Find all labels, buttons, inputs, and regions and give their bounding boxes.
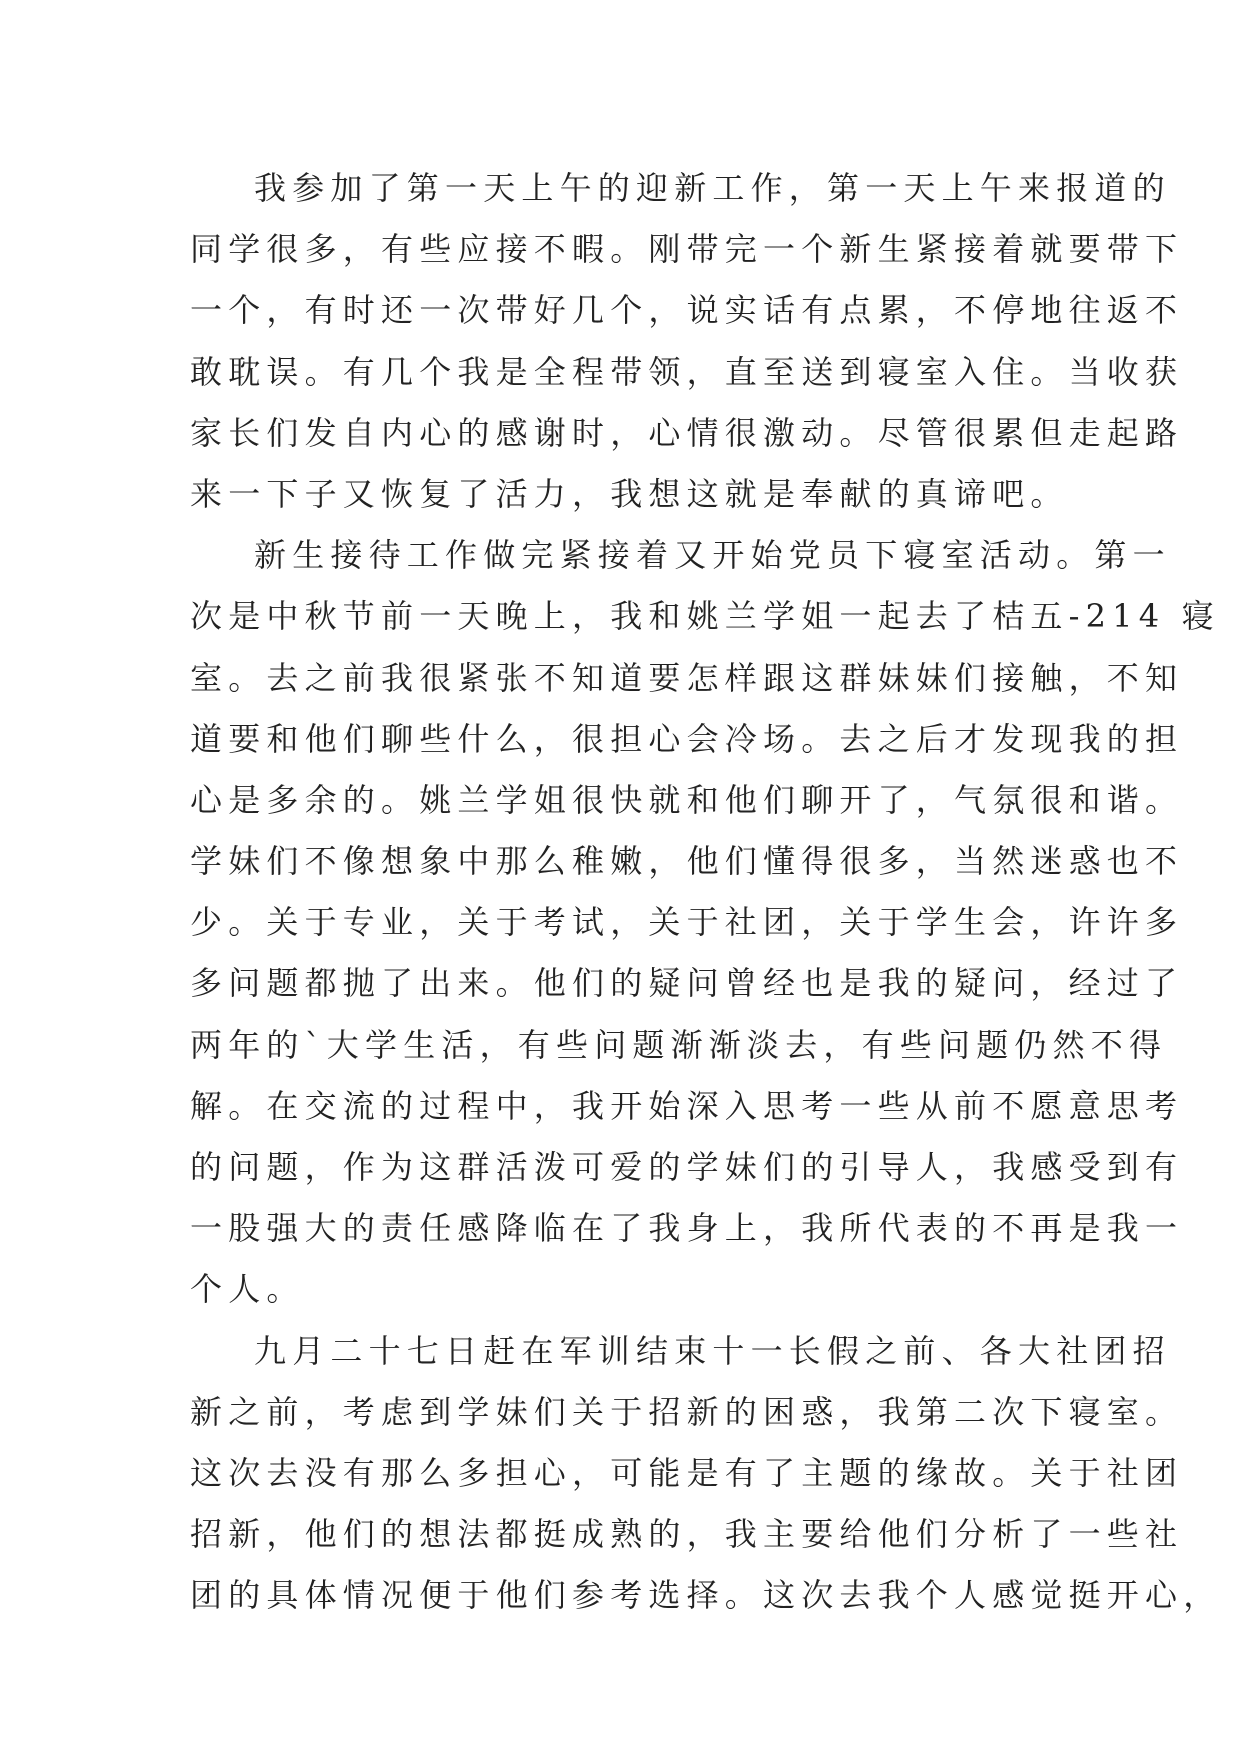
text-line: 两年的`大学生活，有些问题渐渐淡去，有些问题仍然不得: [190, 1025, 1168, 1064]
text-line: 家长们发自内心的感谢时，心情很激动。尽管很累但走起路: [190, 413, 1184, 452]
text-line: 团的具体情况便于他们参考选择。这次去我个人感觉挺开心，: [190, 1576, 1222, 1615]
paragraph-1: [190, 158, 1184, 525]
text-line: 一股强大的责任感降临在了我身上，我所代表的不再是我一: [190, 1209, 1184, 1248]
text-line: 学妹们不像想象中那么稚嫩，他们懂得很多，当然迷惑也不: [190, 842, 1184, 881]
text-line: 解。在交流的过程中，我开始深入思考一些从前不愿意思考: [190, 1086, 1184, 1125]
text-line: 新之前，考虑到学妹们关于招新的困惑，我第二次下寝室。: [190, 1392, 1184, 1431]
text-line: 个人。: [190, 1270, 305, 1309]
text-line: 同学很多，有些应接不暇。刚带完一个新生紧接着就要带下: [190, 230, 1184, 269]
text-line: 来一下子又恢复了活力，我想这就是奉献的真谛吧。: [190, 474, 1069, 513]
text-line: 九月二十七日赶在军训结束十一长假之前、各大社团招: [254, 1331, 1171, 1370]
text-line: 心是多余的。姚兰学姐很快就和他们聊开了，气氛很和谐。: [190, 780, 1184, 819]
text-line: 我参加了第一天上午的迎新工作，第一天上午来报道的: [254, 169, 1171, 207]
text-line: 新生接待工作做完紧接着又开始党员下寝室活动。第一: [254, 536, 1171, 575]
text-line: 敢耽误。有几个我是全程带领，直至送到寝室入住。当收获: [190, 352, 1184, 391]
paragraph-3: [190, 1321, 1222, 1627]
text-line: 少。关于专业，关于考试，关于社团，关于学生会，许许多: [190, 903, 1184, 942]
text-line: 室。去之前我很紧张不知道要怎样跟这群妹妹们接触，不知: [190, 658, 1184, 697]
document-body: [190, 158, 1222, 1627]
paragraph-2: [190, 525, 1220, 1320]
text-line: 招新，他们的想法都挺成熟的，我主要给他们分析了一些社: [190, 1515, 1184, 1554]
text-line: 一个，有时还一次带好几个，说实话有点累，不停地往返不: [190, 291, 1184, 330]
text-line: 这次去没有那么多担心，可能是有了主题的缘故。关于社团: [190, 1453, 1184, 1492]
text-line: 多问题都抛了出来。他们的疑问曾经也是我的疑问，经过了: [190, 964, 1184, 1003]
text-line: 次是中秋节前一天晚上，我和姚兰学姐一起去了桔五-214 寝: [190, 597, 1220, 636]
text-line: 的问题，作为这群活泼可爱的学妹们的引导人，我感受到有: [190, 1148, 1184, 1186]
text-line: 道要和他们聊些什么，很担心会冷场。去之后才发现我的担: [190, 719, 1184, 758]
